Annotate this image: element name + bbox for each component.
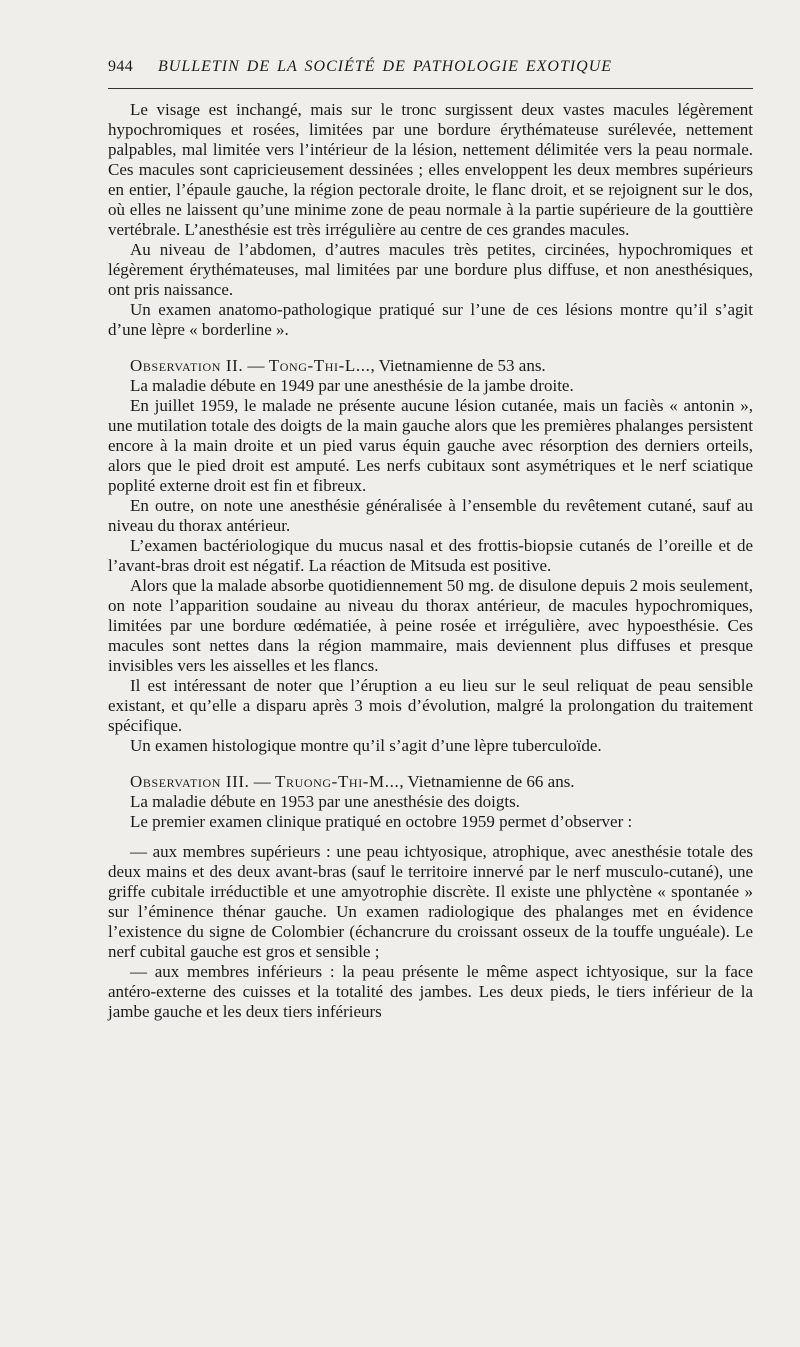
observation-label: Observation II.: [130, 356, 244, 375]
paragraph: Alors que la malade absorbe quotidiennement 50 mg. de disulone depuis 2 mois seulement, on note l’apparition soudaine au niveau du thorax antérieur, de macules hypochromiques, limitées par une bordure œdématiée, à peine rosée et irrégulière, avec hypoesthésie. Ces macules sont nettes dans la région mammaire, mais deviennent plus diffuses et presque invisibles vers les aisselles et les flancs.: [108, 576, 753, 675]
paragraph: En outre, on note une anesthésie généralisée à l’ensemble du revêtement cutané, sauf au niveau du thorax antérieur.: [108, 496, 753, 535]
paragraph: Un examen histologique montre qu’il s’agit d’une lèpre tuberculoïde.: [130, 736, 602, 755]
paragraph: — aux membres inférieurs : la peau présente le même aspect ichtyosique, sur la face antéro-externe des cuisses et la totalité des jambes. Les deux pieds, le tiers inférieur de la jambe gauche et les deux tiers inférieurs: [108, 962, 753, 1021]
section-gap: [108, 340, 753, 356]
observation-dash: —: [249, 772, 276, 791]
paragraph: Il est intéressant de noter que l’éruption a eu lieu sur le seul reliquat de peau sensible existant, et qu’elle a disparu après 3 mois d’évolution, malgré la prolongation du traitement spécifique.: [108, 676, 753, 735]
patient-name: Tong-Thi-L...: [268, 356, 371, 375]
paragraph: La maladie débute en 1953 par une anesthésie des doigts.: [130, 792, 520, 811]
patient-details: , Vietnamienne de 53 ans.: [370, 356, 546, 375]
running-title: BULLETIN DE LA SOCIÉTÉ DE PATHOLOGIE EXOTIQUE: [158, 58, 613, 75]
paragraph: En juillet 1959, le malade ne présente aucune lésion cutanée, mais un faciès « antonin », une mutilation totale des doigts de la main gauche alors que les premières phalanges persistent encore à la main droite et un pied varus équin gauche avec résorption des derniers orteils, alors que le pied droit est amputé. Les nerfs cubitaux sont asymétriques et le nerf sciatique poplité externe droit est fin et fibreux.: [108, 396, 753, 495]
paragraph: Un examen anatomo-pathologique pratiqué sur l’une de ces lésions montre qu’il s’agit d’une lèpre « borderline ».: [108, 300, 753, 339]
paragraph: — aux membres supérieurs : une peau ichtyosique, atrophique, avec anesthésie totale des deux mains et des deux avant-bras (sauf le territoire innervé par le nerf musculo-cutané), une griffe cubitale irréductible et une amyotrophie discrète. Il existe une phlyctène « spontanée » sur l’éminence thénar gauche. Un examen radiologique des phalanges met en évidence l’existence du signe de Colombier (échancrure du croissant osseux de la touffe unguéale). Le nerf cubital gauche est gros et sensible ;: [108, 842, 753, 961]
page-number: 944: [108, 58, 134, 75]
paragraph: Le visage est inchangé, mais sur le tronc surgissent deux vastes macules légèrement hypochromiques et rosées, limitées par une bordure érythémateuse surélevée, nettement palpables, mal limitée vers l’intérieur de la lésion, nettement délimitée vers la peau normale. Ces macules sont capricieusement dessinées ; elles enveloppent les deux membres supérieurs en entier, l’épaule gauche, la région pectorale droite, le flanc droit, et se rejoignent sur le dos, où elles ne laissent qu’une minime zone de peau normale à la partie supérieure de la gouttière vertébrale. L’anesthésie est très irrégulière au centre de ces grandes macules.: [108, 100, 753, 239]
patient-name: Truong-Thi-M...: [275, 772, 400, 791]
observation-heading: [108, 356, 753, 376]
section-gap: [108, 756, 753, 772]
patient-details: , Vietnamienne de 66 ans.: [399, 772, 575, 791]
paragraph: L’examen bactériologique du mucus nasal et des frottis-biopsie cutanés de l’oreille et de l’avant-bras droit est négatif. La réaction de Mitsuda est positive.: [108, 536, 753, 575]
observation-heading: [108, 772, 753, 792]
paragraph: Le premier examen clinique pratiqué en octobre 1959 permet d’observer :: [130, 812, 633, 831]
page-header: [108, 58, 753, 84]
article-body: [108, 100, 753, 1022]
observation-dash: —: [243, 356, 269, 375]
observation-label: Observation III.: [130, 772, 250, 791]
paragraph: La maladie débute en 1949 par une anesthésie de la jambe droite.: [130, 376, 574, 395]
paragraph: Au niveau de l’abdomen, d’autres macules très petites, circinées, hypochromiques et légèrement érythémateuses, mal limitées par une bordure plus diffuse, et non anesthésiques, ont pris naissance.: [108, 240, 753, 299]
header-rule: [108, 88, 753, 89]
